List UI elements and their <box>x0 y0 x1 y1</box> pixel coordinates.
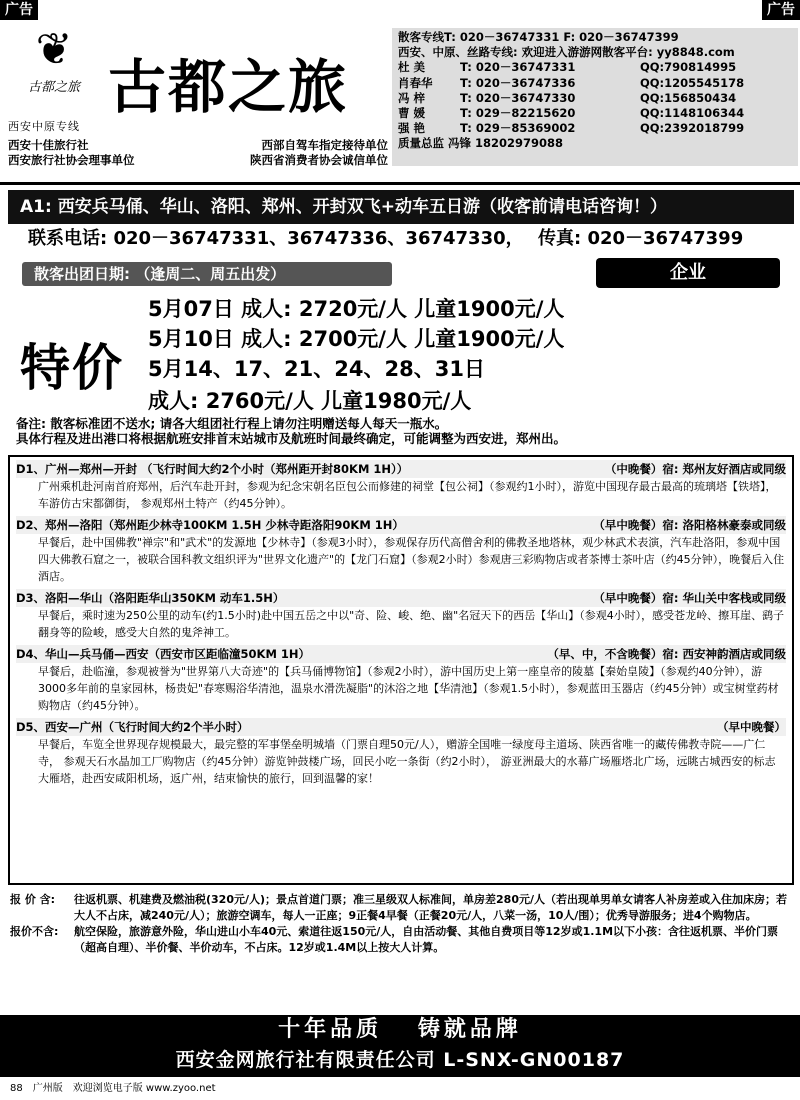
slogan: 十年品质 铸就品牌 <box>278 1017 522 1042</box>
company-name: 西安金网旅行社有限责任公司 L-SNX-GN00187 <box>175 1049 625 1071</box>
itinerary-day <box>16 718 786 787</box>
day-body: 早餐后，车览全世界现存规模最大，最完整的军事堡垒明城墙（门票自理50元/人），赠游全国唯一绿度母主道场、陕西省唯一的藏传佛教寺院——广仁寺， 参观天石水晶加工厂购物店（约45分钟）游览钟鼓楼广场，回民小吃一条街（约2小时）， 游亚洲最大的水幕广场雁塔北广场，远眺古城西安的标志大雁塔，赴西安咸阳机场，返广州，结束愉快的旅行，回到温馨的家！ <box>38 738 776 785</box>
contact-person: 杜 美 T: 020－36747331 QQ:790814995 <box>398 60 737 75</box>
day-meals: （早中晚餐）宿: 洛阳格林豪泰或同级 <box>593 518 786 532</box>
price-excluded: 航空保险，旅游意外险，华山进山小车40元、索道往返150元/人，自由活动餐、其他自费项目等12岁或1.1M以下小孩：含往返机票、半价门票（超高自理）、半价餐、半价动车，不占床。12岁或1.4M以上按大人计算。 <box>74 925 779 954</box>
contact-person: 肖春华 T: 020－36747336 QQ:1205545178 <box>398 75 745 90</box>
day-heading: D2、郑州—洛阳（郑州距少林寺100KM 1.5H 少林寺距洛阳90KM 1H） <box>16 518 404 532</box>
logo-text: 古都之旅 <box>27 80 80 95</box>
day-meals: （早中晚餐）宿: 华山关中客栈或同级 <box>593 591 786 605</box>
header <box>0 20 800 185</box>
edition: 广州版 <box>32 1083 63 1094</box>
notes <box>16 416 566 446</box>
itinerary <box>8 455 794 885</box>
contact-person: 曹 媛 T: 029－82215620 QQ:1148106344 <box>398 106 745 121</box>
day-heading: D4、华山—兵马俑—西安（西安市区距临潼50KM 1H） <box>16 647 311 661</box>
pricing <box>10 892 794 956</box>
day-body: 早餐后，赴临潼，参观被誉为"世界第八大奇迹"的【兵马俑博物馆】（参观2小时），游中国历史上第一座皇帝的陵墓【秦始皇陵】（参观约40分钟），游3000多年前的皇家园林，杨贵妃"春寒赐浴华清池，温泉水滑洗凝脂"的沐浴之地【华清池】（参观1.5小时），参观蓝田玉器店（约45分钟）或宝树堂药材购物店（约45分钟）。 <box>38 665 779 712</box>
logo <box>4 24 104 124</box>
ad-label-right: 广告 <box>762 0 800 20</box>
quality-director: 质量总监 冯锋 18202979088 <box>398 136 564 151</box>
day-body: 早餐后，赴中国佛教"禅宗"和"武术"的发源地【少林寺】（参观3小时），参观保存历代高僧舍利的佛教圣地塔林，观少林武术表演，汽车赴洛阳，参观中国四大佛教石窟之一，被联合国科教文组织评为"世界文化遗产"的【龙门石窟】（参观2小时）参观唐三彩购物店或者茶博士茶叶店（约45分钟），晚餐后入住酒店。 <box>38 536 785 583</box>
price-included: 往返机票、机建费及燃油税(320元/人)；景点首道门票；准三星级双人标准间，单房差280元/人（若出现单男单女请客人补房差或入住加床房；若大人不占床，减240元/人）；旅游空调车，每人一正座；9正餐4早餐（正餐20元/人，八菜一汤，10人/围）；优秀导游服务；进4个购物店。 <box>74 893 788 922</box>
contact-fax: 传真: 020－36747399 <box>538 228 744 249</box>
note: 具体行程及进出港口将根据航班安排首末站城市及航班时间最终确定，可能调整为西安进，郑州出。 <box>16 431 567 446</box>
special-price-label: 特价 <box>20 339 124 397</box>
price-line: 5月14、17、21、24、28、31日 <box>148 357 485 381</box>
affiliation: 陕西省消费者协会诚信单位 <box>250 153 388 167</box>
tour-title: A1: 西安兵马俑、华山、洛阳、郑州、开封双飞+动车五日游（收客前请电话咨询！） <box>8 190 794 224</box>
page-number: 88 <box>10 1083 23 1094</box>
itinerary-day <box>16 516 786 585</box>
itinerary-day <box>16 645 786 714</box>
day-body: 广州乘机赴河南首府郑州，后汽车赴开封，参观为纪念宋朝名臣包公而修建的祠堂【包公祠】（参观约1小时），游览中国现存最古最高的琉璃塔【铁塔】， 车游仿古宋都御街， 参观郑州土特产（约45分钟）。 <box>38 480 777 510</box>
day-heading: D1、广州—郑州—开封 （飞行时间大约2个小时（郑州距开封80KM 1H）） <box>16 462 409 476</box>
price-line: 5月07日 成人: 2720元/人 儿童1900元/人 <box>148 297 565 321</box>
platform-line: 西安、中原、丝路专线: 欢迎进入游游网散客平台: yy8848.com <box>398 45 735 60</box>
affiliations <box>8 138 388 168</box>
day-heading: D3、洛阳—华山（洛阳距华山350KM 动车1.5H） <box>16 591 285 605</box>
price-excluded-label: 报价不含: <box>10 925 59 938</box>
note: 备注: 散客标准团不送水; 请各大组团社行程上请勿注明赠送每人每天一瓶水。 <box>16 416 448 431</box>
contact-person: 强 艳 T: 029－85369002 QQ:2392018799 <box>398 121 745 136</box>
contact-phone: 联系电话: 020－36747331、36747336、36747330， <box>28 228 524 249</box>
affiliation: 西部自驾车指定接待单位 <box>261 138 388 152</box>
contact-person: 冯 梓 T: 020－36747330 QQ:156850434 <box>398 90 737 105</box>
brand-title: 古都之旅 <box>108 53 349 121</box>
departure-dates: 散客出团日期: （逢周二、周五出发） <box>22 262 392 286</box>
butterfly-icon: ❦ <box>35 24 73 75</box>
day-meals: （早中晚餐） <box>717 720 786 734</box>
itinerary-day <box>16 589 786 641</box>
affiliation: 西安十佳旅行社 <box>8 138 89 152</box>
brand-subline: 西安中原专线 <box>8 120 80 133</box>
price-line: 5月10日 成人: 2700元/人 儿童1900元/人 <box>148 327 565 351</box>
ad-label-left: 广告 <box>0 0 38 20</box>
affiliation: 西安旅行社协会理事单位 <box>8 153 135 167</box>
day-meals: （早、中，不含晚餐）宿: 西安神韵酒店或同级 <box>547 647 786 661</box>
footer-banner <box>0 1015 800 1077</box>
itinerary-day <box>16 460 786 512</box>
website-link[interactable]: 欢迎浏览电子版 www.zyoo.net <box>72 1083 216 1094</box>
enterprise-qq: 企业QQ:800024425 <box>596 258 780 288</box>
hotline: 散客专线T: 020－36747331 F: 020－36747399 <box>398 30 679 44</box>
day-heading: D5、西安—广州（飞行时间大约2个半小时） <box>16 720 249 734</box>
page-footer <box>10 1082 216 1096</box>
contact-panel <box>392 28 798 166</box>
price-included-label: 报 价 含: <box>10 893 56 906</box>
day-meals: （中晚餐）宿: 郑州友好酒店或同级 <box>604 462 786 476</box>
day-body: 早餐后，乘时速为250公里的动车(约1.5小时)赴中国五岳之中以"奇、险、峻、绝、幽"名冠天下的西岳【华山】（参观4小时），感受苍龙岭、擦耳崖、鹞子翻身等的险峻，感受大自然的鬼斧神工。 <box>38 609 785 639</box>
price-line: 成人: 2760元/人 儿童1980元/人 <box>148 389 472 413</box>
